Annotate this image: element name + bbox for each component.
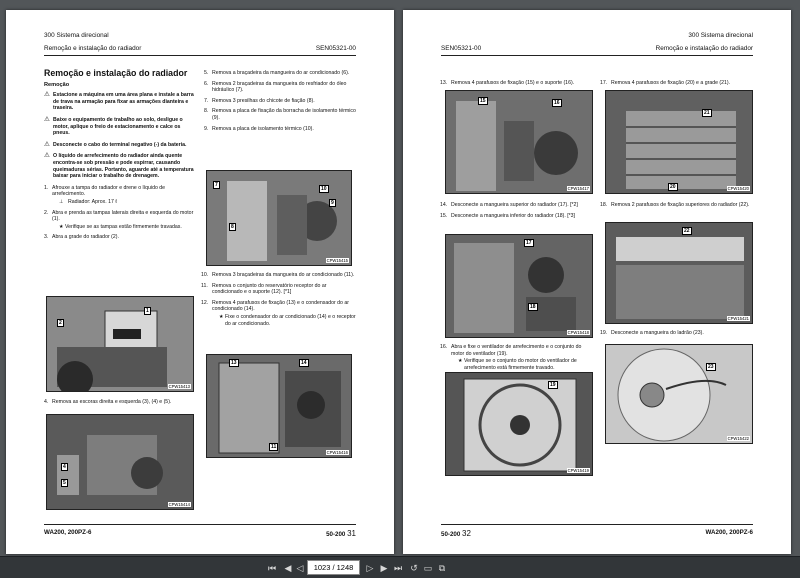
- step-6: 6. Remova 2 braçadeiras da mangueira do resfriador do óleo hidráulico (7).: [204, 80, 347, 94]
- warning-3: ⚠ Desconecte o cabo do terminal negativo (-) da bateria.: [44, 140, 187, 148]
- photo-code: CPW15422: [727, 436, 749, 441]
- next-page-button[interactable]: ▶: [380, 563, 388, 573]
- step-17: 17. Remova 4 parafusos de fixação (20) e a grade (21).: [600, 80, 731, 86]
- footer-page-number: 50-200 31: [326, 529, 356, 538]
- callout-1: 1: [146, 308, 149, 314]
- fan-illustration: [446, 373, 593, 476]
- callout-19: 19: [550, 382, 556, 388]
- step-13: 13. Remova 4 parafusos de fixação (15) e o suporte (16).: [440, 80, 575, 86]
- callout-15: 15: [480, 98, 486, 104]
- viewer-toolbar: [0, 556, 800, 578]
- step-10: 10. Remova 3 braçadeiras da mangueira do ar condicionado (11).: [201, 272, 355, 278]
- photo-code: CPW15421: [727, 316, 749, 321]
- callout-14: 14: [301, 360, 307, 366]
- photo-cooling-fan: [445, 372, 593, 476]
- machine-illustration: [47, 297, 194, 392]
- history-back-icon[interactable]: ↺: [410, 563, 418, 573]
- photo-overflow-hose: [605, 344, 753, 444]
- warning-icon: ⚠: [44, 140, 50, 148]
- left-column: [44, 70, 194, 245]
- step-5: 5. Remova a braçadeira da mangueira do ar condicionado (6).: [204, 70, 350, 76]
- step-4: 4. Remova as escoras direita e esquerda (3), (4) e (5).: [44, 399, 172, 405]
- radiator-top-illustration: [606, 223, 753, 324]
- page-footer: [441, 524, 753, 538]
- engine-illustration: [47, 415, 194, 510]
- right-column-lower: [600, 330, 753, 341]
- callout-8: 8: [231, 224, 234, 230]
- step-15: 15. Desconecte a mangueira inferior do radiador (18). [*3]: [440, 212, 575, 219]
- page-number-input[interactable]: 1023 / 1248: [307, 560, 360, 575]
- photo-grille: [605, 90, 753, 194]
- page-header: [44, 32, 356, 56]
- step-9: 9. Remova a placa de isolamento térmico (10).: [204, 125, 314, 132]
- callout-18: 18: [530, 304, 536, 310]
- photo-radiator-top: [605, 222, 753, 324]
- callout-16: 16: [554, 100, 560, 106]
- first-page-button[interactable]: ⏮: [267, 563, 277, 573]
- left-column: [440, 80, 593, 91]
- step-4-block: [44, 399, 194, 410]
- warning-2: ⚠ Baixe o equipamento de trabalho ao solo, desligue o motor, aplique o freio de estacionamento e calce os pneus.: [44, 115, 183, 137]
- bracket-illustration: [446, 91, 593, 194]
- radiator-illustration: [207, 171, 352, 266]
- callout-9: 9: [331, 200, 334, 206]
- photo-code: CPW15413: [168, 384, 190, 389]
- photo-code: CPW15415: [326, 258, 348, 263]
- photo-code: CPW15416: [326, 450, 348, 455]
- step-3: 3. Abra a grade do radiador (2).: [44, 234, 119, 241]
- step-1-detail: ⊥ Radiador: Aprox. 17 ℓ: [59, 198, 117, 205]
- step-11: 11. Remova o conjunto do reservatório receptor do ar condicionado e o suporte (12). [*1]: [201, 282, 327, 296]
- right-column-lower: [201, 272, 358, 331]
- header-topic: Remoção e instalação do radiador: [44, 45, 142, 52]
- callout-23: 23: [708, 364, 714, 370]
- callout-21: 21: [704, 110, 710, 116]
- callout-11: 11: [271, 444, 277, 450]
- callout-4: 4: [63, 464, 66, 470]
- step-2-bullet: ★ Verifique se as tampas estão firmemente travadas.: [59, 223, 182, 230]
- photo-condenser: [206, 354, 352, 458]
- overflow-hose-illustration: [606, 345, 753, 444]
- previous-page-button[interactable]: ◀: [284, 563, 292, 573]
- right-column: [600, 80, 753, 91]
- section-subtitle: Remoção: [44, 81, 70, 88]
- step-19: 19. Desconecte a mangueira do ladrão (23).: [600, 330, 704, 336]
- callout-17: 17: [526, 240, 532, 246]
- left-column-mid: [440, 202, 593, 223]
- warning-icon: ⚠: [44, 152, 50, 160]
- step-16-bullet: ★ Verifique se o conjunto do motor do ventilador de arrefecimento está firmemente travado.: [458, 358, 577, 371]
- photo-code: CPW15420: [727, 186, 749, 191]
- callout-5: 5: [63, 480, 66, 486]
- left-column-lower: [440, 344, 593, 375]
- callout-7: 7: [215, 182, 218, 188]
- page-title: Remoção e instalação do radiador: [44, 68, 188, 78]
- hoses-illustration: [446, 235, 593, 338]
- photo-radiator-grille: [46, 296, 194, 392]
- step-7: 7. Remova 3 presilhas do chicote de fiação (8).: [204, 97, 315, 104]
- warning-4: ⚠ O líquido de arrefecimento do radiador ainda quente encontra-se sob pressão e pode espirrar, causando queimaduras sérias. Portanto, aguarde até a temperatura baixar para iniciar o trabalho de drenagem.: [44, 152, 194, 180]
- step-1: 1. Afrouxe a tampa do radiador e drene o líquido de arrefecimento. ⊥ Radiador: Aprox. 17 ℓ: [44, 185, 194, 206]
- photo-code: CPW15417: [567, 186, 589, 191]
- step-2: 2. Abra e prenda as tampas laterais direita e esquerda do motor (1). ★ Verifique se as tampas estão firmemente travadas.: [44, 209, 194, 230]
- header-doc-code: SEN05321-00: [441, 45, 482, 52]
- grille-illustration: [606, 91, 753, 194]
- callout-2: 2: [59, 320, 62, 326]
- header-topic: Remoção e instalação do radiador: [655, 45, 753, 52]
- callout-10: 10: [321, 186, 327, 192]
- step-8: 8. Remova a placa de fixação da borracha de isolamento térmico (9).: [204, 108, 356, 121]
- photo-code: CPW15419: [567, 468, 589, 473]
- photo-code: CPW15414: [168, 502, 190, 507]
- footer-page-number: 50-200 32: [441, 529, 471, 538]
- page-footer: [44, 524, 356, 538]
- callout-22: 22: [684, 228, 690, 234]
- photo-radiator-hoses: [445, 234, 593, 338]
- gauge-icon: ⊥: [59, 198, 64, 205]
- condenser-illustration: [207, 355, 352, 458]
- footer-model: WA200, 200PZ-6: [44, 529, 92, 536]
- last-page-button[interactable]: ⏭: [393, 563, 403, 573]
- fit-page-icon[interactable]: ▭: [423, 563, 433, 573]
- callout-20: 20: [670, 184, 676, 190]
- step-14: 14. Desconecte a mangueira superior do radiador (17). [*2]: [440, 202, 578, 208]
- photo-braces: [46, 414, 194, 510]
- next-view-button[interactable]: ▷: [366, 563, 374, 573]
- right-column-mid: [600, 202, 753, 213]
- warning-1: ⚠ Estacione a máquina em uma área plana e instale a barra de trava na armação para fixar as armações dianteira e traseira.: [44, 91, 194, 112]
- header-section: 300 Sistema direcional: [44, 32, 109, 39]
- step-16: 16. Abra e fixe o ventilador de arrefecimento e o conjunto do motor do ventilador (19). ★ Verifique se o conjunto do motor do ventilador de arrefecimento está firmemente travado.: [443, 344, 593, 371]
- warning-icon: ⚠: [44, 91, 50, 99]
- photo-insulation-plate: [206, 170, 352, 266]
- step-12-bullet: ★ Fixe o condensador do ar condicionado (14) e o receptor do ar condicionado.: [219, 313, 356, 327]
- right-column: [204, 70, 358, 136]
- page-32: [403, 10, 791, 554]
- fit-width-icon[interactable]: ⧉: [438, 563, 446, 573]
- warning-icon: ⚠: [44, 115, 50, 123]
- page-header: [441, 32, 753, 56]
- page-31: [6, 10, 394, 554]
- header-doc-code: SEN05321-00: [315, 45, 356, 52]
- previous-view-button[interactable]: ◁: [296, 563, 304, 573]
- step-18: 18. Remova 2 parafusos de fixação superiores do radiador (22).: [600, 202, 750, 208]
- step-12: 12. Remova 4 parafusos de fixação (13) e o condensador do ar condicionado (14). ★ Fixe o condensador do ar condicionado (14) e o receptor do ar condicionado.: [204, 300, 358, 327]
- photo-code: CPW15418: [567, 330, 589, 335]
- callout-13: 13: [231, 360, 237, 366]
- header-section: 300 Sistema direcional: [688, 32, 753, 39]
- photo-bracket: [445, 90, 593, 194]
- footer-model: WA200, 200PZ-6: [705, 529, 753, 536]
